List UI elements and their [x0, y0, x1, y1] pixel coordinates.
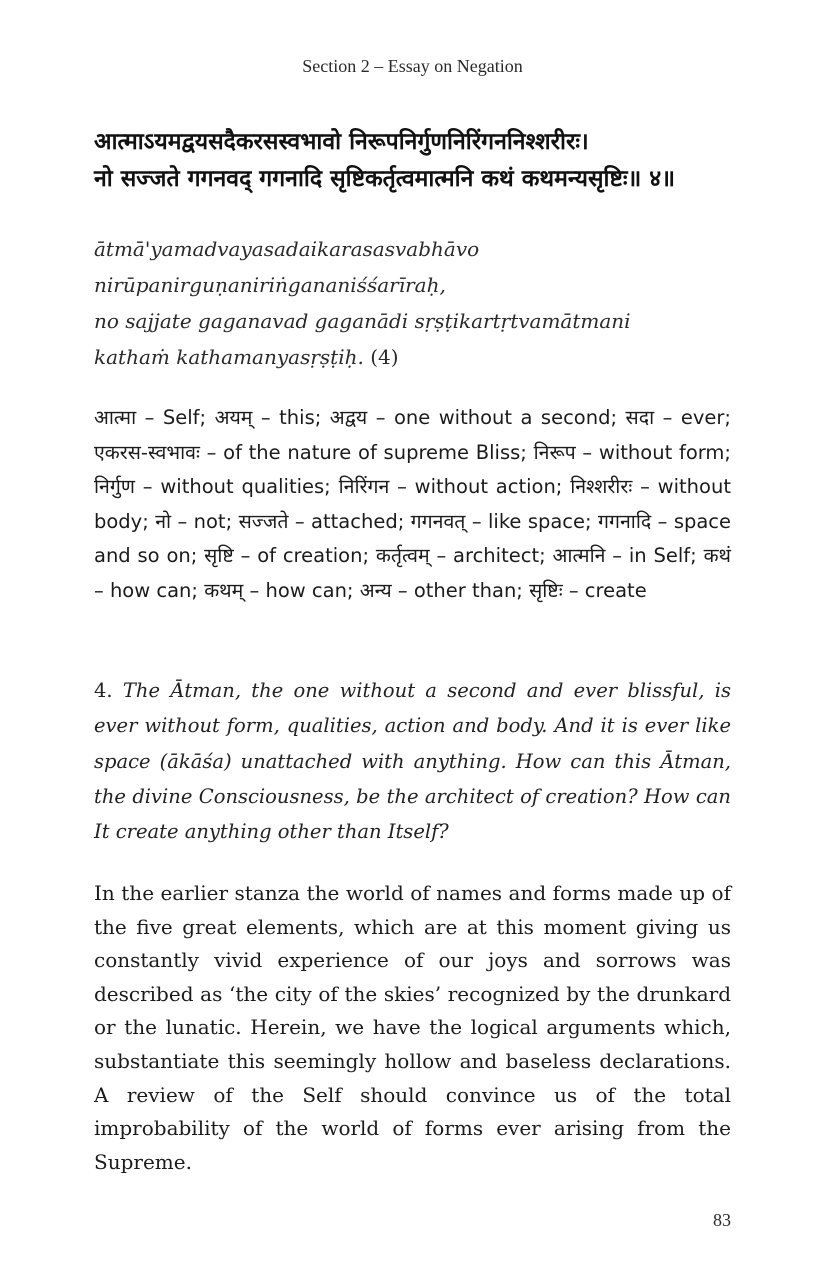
- glossary-entry: निरिंगन – without action;: [338, 475, 563, 499]
- glossary-entry: आत्मनि – in Self;: [552, 544, 697, 568]
- verse-translation: [94, 673, 731, 849]
- glossary-term: निरिंगन: [338, 475, 390, 499]
- glossary-entry: नो – not;: [155, 509, 233, 533]
- glossary-meaning: like space;: [487, 509, 592, 533]
- glossary-term: आत्मा: [94, 406, 137, 429]
- transliteration-line: nirūpanirguṇaniriṅgananiśśarīraḥ,: [94, 273, 446, 297]
- glossary-term: कर्तृत्वम्: [375, 544, 430, 568]
- transliteration-line: ātmā'yamadvayasadaikarasasvabhāvo: [94, 237, 480, 261]
- glossary-entry: सृष्टि – of creation;: [204, 544, 370, 568]
- glossary-meaning: create: [584, 578, 647, 602]
- glossary-meaning: ever;: [680, 406, 731, 429]
- glossary-entry: कथम् – how can;: [204, 578, 354, 602]
- translation-number: 4.: [94, 679, 113, 702]
- running-header: Section 2 – Essay on Negation: [302, 56, 523, 76]
- word-meaning-glossary: [94, 401, 731, 609]
- glossary-meaning: space and so on;: [94, 509, 732, 568]
- glossary-entry: कर्तृत्वम् – architect;: [375, 544, 546, 568]
- glossary-entry: अद्वय – one without a second;: [329, 406, 618, 429]
- glossary-term: सृष्टि: [204, 544, 234, 568]
- glossary-term: नो: [155, 509, 172, 533]
- glossary-term: अद्वय: [329, 406, 368, 429]
- glossary-term: एकरस-स्वभावः: [94, 440, 200, 464]
- glossary-entry: सदा – ever;: [625, 406, 731, 429]
- transliteration: [94, 231, 734, 375]
- glossary-meaning: without action;: [414, 475, 563, 499]
- glossary-entry: निर्गुण – without qualities;: [94, 475, 331, 499]
- glossary-meaning: in Self;: [628, 544, 697, 568]
- glossary-meaning: how can;: [109, 578, 198, 602]
- glossary-entry: गगनादि – space and so on;: [94, 509, 732, 568]
- commentary-paragraph: In the earlier stanza the world of names and forms made up of the five great elements, which are at this moment giving us constantly vivid experience of our joys and sorrows was described as ‘the city of the skies’ recognized by the drunkard or the lunatic. Herein, we have the logical arguments which, substantiate this seemingly hollow and baseless declarations. A review of the Self should convince us of the total improbability of the world of forms ever arising from the Supreme.: [94, 881, 731, 1174]
- glossary-term: सज्जते: [238, 509, 289, 533]
- glossary-term: सदा: [625, 406, 655, 429]
- glossary-term: सृष्टिः: [529, 578, 563, 602]
- glossary-entry: सज्जते – attached;: [238, 509, 405, 533]
- transliteration-line: no sajjate gaganavad gaganādi sṛṣṭikartṛtvamātmani: [94, 309, 631, 333]
- glossary-meaning: one without a second;: [393, 406, 618, 429]
- glossary-term: निश्शरीरः: [570, 475, 633, 499]
- glossary-meaning: other than;: [413, 578, 523, 602]
- glossary-entry: आत्मा – Self;: [94, 406, 207, 429]
- glossary-term: कथं: [703, 544, 732, 568]
- sanskrit-verse: [94, 124, 734, 198]
- verse-line: नो सज्जते गगनवद् गगनादि सृष्टिकर्तृत्वमात्मनि कथं कथमन्यसृष्टिः॥ ४॥: [94, 166, 676, 192]
- transliteration-line: [94, 339, 734, 375]
- glossary-meaning: without form;: [598, 440, 731, 464]
- glossary-entry: सृष्टिः – create: [529, 578, 647, 602]
- glossary-meaning: how can;: [265, 578, 354, 602]
- glossary-entry: गगनवत् – like space;: [410, 509, 592, 533]
- glossary-meaning: without qualities;: [160, 475, 331, 499]
- glossary-entry: निरूप – without form;: [533, 440, 731, 464]
- glossary-term: निर्गुण: [94, 475, 135, 499]
- glossary-entry: एकरस-स्वभावः – of the nature of supreme Bliss;: [94, 440, 527, 464]
- verse-line: आत्माऽयमद्वयसदैकरसस्वभावो निरूपनिर्गुणनिरिंगननिश्शरीरः।: [94, 129, 589, 155]
- glossary-entry: निश्शरीरः – without body;: [94, 475, 731, 533]
- glossary-entry: अन्य – other than;: [359, 578, 523, 602]
- glossary-term: कथम्: [204, 578, 244, 602]
- glossary-meaning: architect;: [453, 544, 546, 568]
- glossary-term: निरूप: [533, 440, 576, 464]
- transliteration-line-text: kathaṁ kathamanyasṛṣṭiḥ.: [94, 345, 364, 369]
- verse-number: (4): [370, 345, 399, 369]
- glossary-term: गगनादि: [598, 509, 652, 533]
- glossary-meaning: without body;: [94, 475, 731, 533]
- page-number: 83: [713, 1210, 731, 1230]
- translation-text: The Ātman, the one without a second and ever blissful, is ever without form, qualities, action and body. And it is ever like space (ākāśa) unattached with anything. How can this Ātman, the divine Consciousness, be the architect of creation? How can It create anything other than Itself?: [94, 679, 731, 844]
- glossary-term: अयम्: [214, 406, 253, 429]
- glossary-term: गगनवत्: [410, 509, 466, 533]
- glossary-entry: अयम् – this;: [214, 406, 322, 429]
- glossary-meaning: of the nature of supreme Bliss;: [223, 440, 527, 464]
- glossary-entry: कथं – how can;: [94, 544, 732, 602]
- glossary-meaning: not;: [193, 509, 233, 533]
- glossary-term: आत्मनि: [552, 544, 606, 568]
- glossary-meaning: attached;: [311, 509, 405, 533]
- glossary-meaning: Self;: [162, 406, 207, 429]
- glossary-term: अन्य: [359, 578, 392, 602]
- glossary-meaning: of creation;: [257, 544, 370, 568]
- glossary-meaning: this;: [279, 406, 322, 429]
